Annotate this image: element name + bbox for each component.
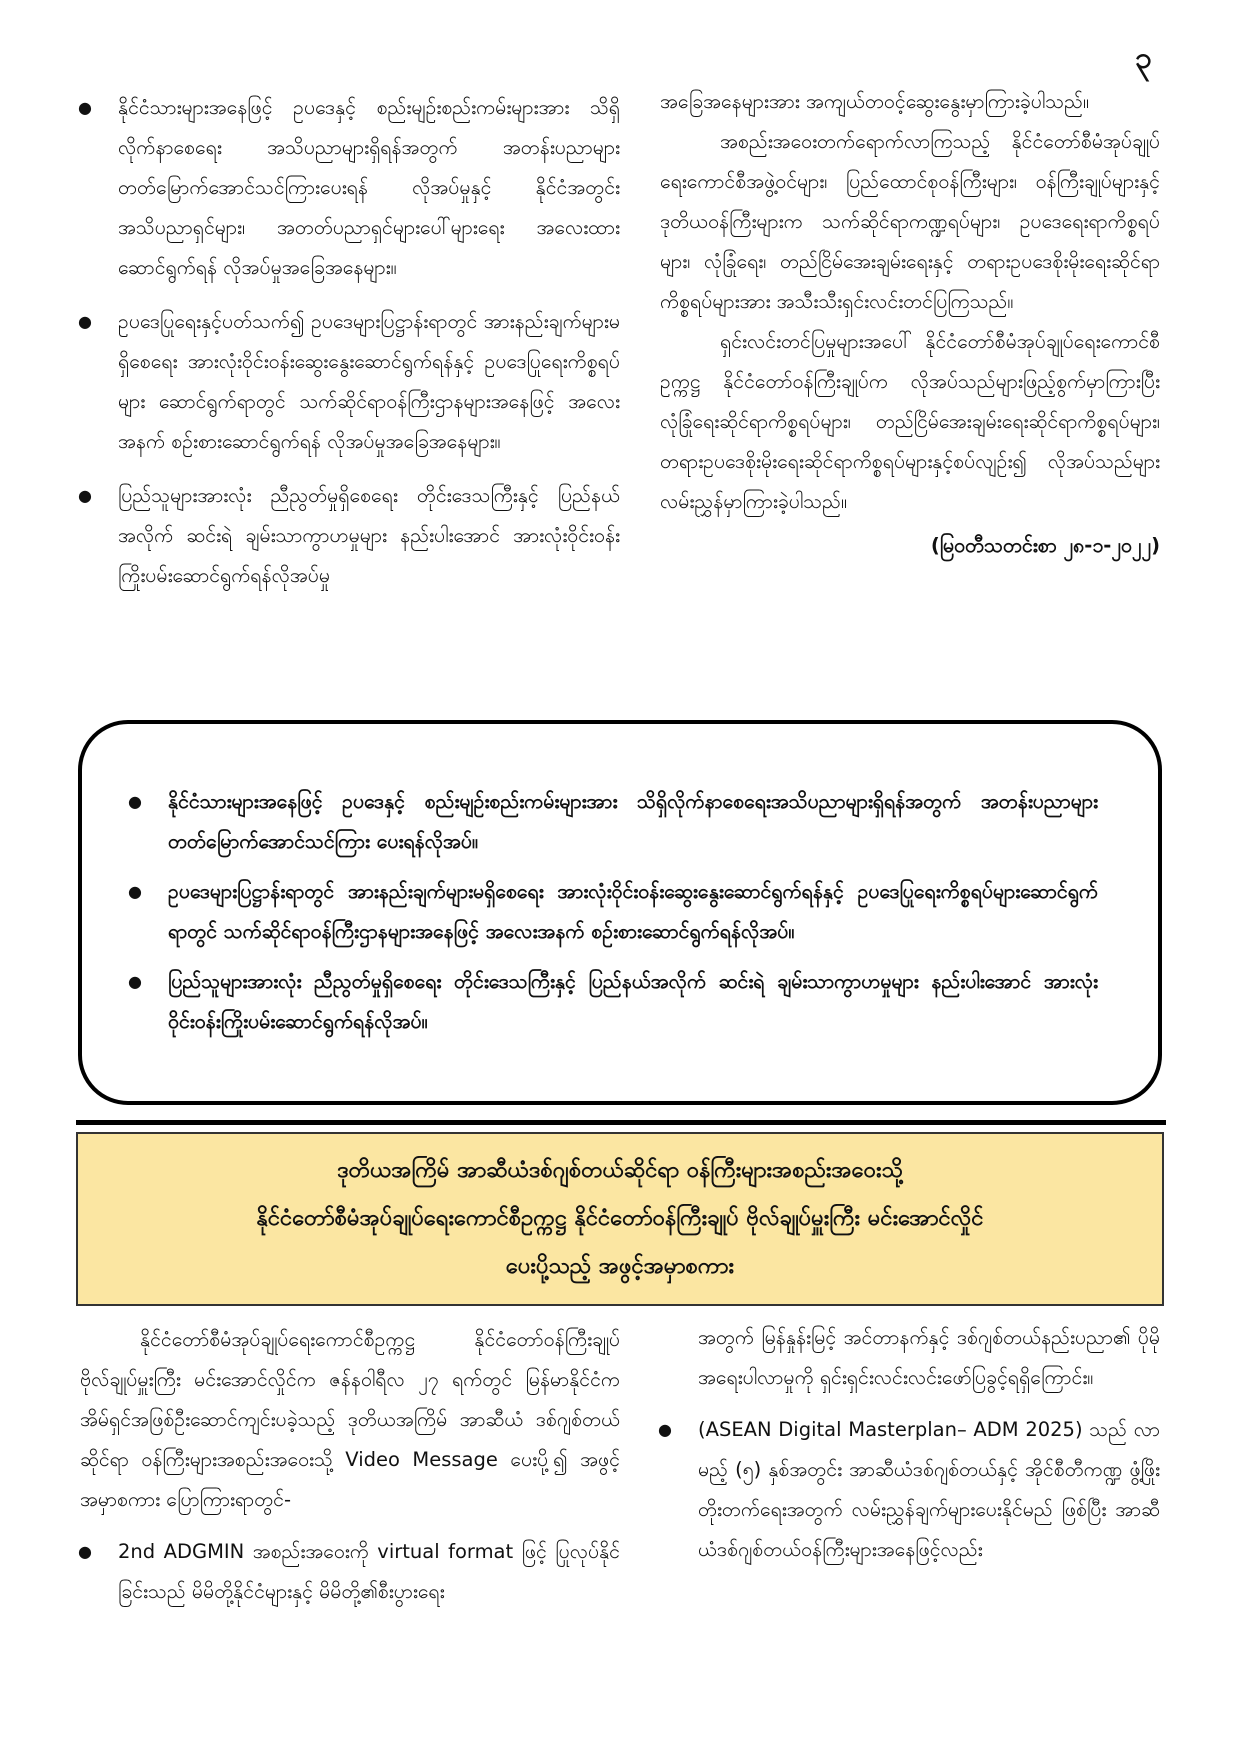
bottom-right-column	[660, 1318, 1160, 1570]
paragraph: ရှင်းလင်းတင်ပြမှုများအပေါ် နိုင်ငံတော်စီမံအုပ်ချုပ်ရေးကောင်စီဥက္ကဋ္ဌ နိုင်ငံတော်ဝန်ကြီးချုပ်က လိုအပ်သည်များဖြည့်စွက်မှာကြားပြီး လုံခြုံရေးဆိုင်ရာကိစ္စရပ်များ၊ တည်ငြိမ်အေးချမ်းရေးဆိုင်ရာကိစ္စရပ်များ၊ တရားဥပဒေစိုးမိုးရေးဆိုင်ရာကိစ္စရပ်များနှင့်စပ်လျဉ်း၍ လိုအပ်သည်များ လမ်းညွှန်မှာကြားခဲ့ပါသည်။	[660, 330, 1160, 513]
paragraph: နိုင်ငံတော်စီမံအုပ်ချုပ်ရေးကောင်စီဥက္ကဋ္ဌ နိုင်ငံတော်ဝန်ကြီးချုပ် ဗိုလ်ချုပ်မှူးကြီး မင်းအောင်လှိုင်က ဇန်နဝါရီလ ၂၇ ရက်တွင် မြန်မာနိုင်ငံက အိမ်ရှင်အဖြစ်ဦးဆောင်ကျင်းပခဲ့သည့် ဒုတိယအကြိမ် အာဆီယံ ဒစ်ဂျစ်တယ်ဆိုင်ရာ ဝန်ကြီးများအစည်းအဝေးသို့ Video Message ပေးပို့၍ အဖွင့်အမှာစကား ပြောကြားရာတွင်-	[80, 1328, 620, 1511]
list-item: ● ဥပဒေပြုရေးနှင့်ပတ်သက်၍ ဥပဒေများပြဋ္ဌာန်းရာတွင် အားနည်းချက်များမရှိစေရေး အားလုံးဝိုင်းဝန်းဆွေးနွေးဆောင်ရွက်ရန်နှင့် ဥပဒေပြုရေးကိစ္စရပ်များ ဆောင်ရွက်ရာတွင် သက်ဆိုင်ရာဝန်ကြီးဌာနများအနေဖြင့် အလေးအနက် စဉ်းစားဆောင်ရွက်ရန် လိုအပ်မှုအခြေအနေများ။	[80, 302, 620, 462]
bottom-left-bullet-list	[80, 1532, 620, 1612]
paragraph: အခြေအနေများအား အကျယ်တဝင့်ဆွေးနွေးမှာကြားခဲ့ပါသည်။	[660, 90, 1089, 113]
list-item: ● ဥပဒေများပြဋ္ဌာန်းရာတွင် အားနည်းချက်များမရှိစေရေး အားလုံးဝိုင်းဝန်းဆွေးနွေးဆောင်ရွက်ရန်နှင့် ဥပဒေပြုရေးကိစ္စရပ်များဆောင်ရွက်ရာတွင် သက်ဆိုင်ရာဝန်ကြီးဌာနများအနေဖြင့် အလေးအနက် စဉ်းစားဆောင်ရွက်ရန်လိုအပ်။	[130, 872, 1098, 952]
headline-line: ဒုတိယအကြိမ် အာဆီယံဒစ်ဂျစ်တယ်ဆိုင်ရာ ဝန်ကြီးများအစည်းအဝေးသို့	[337, 1158, 903, 1183]
left-bullet-list	[80, 88, 620, 596]
list-item: ● နိုင်ငံသားများအနေဖြင့် ဥပဒေနှင့် စည်းမျဉ်းစည်းကမ်းများအား သိရှိလိုက်နာစေရေး အသိပညာများရှိရန်အတွက် အတန်းပညာများ တတ်မြောက်အောင်သင်ကြားပေးရန် လိုအပ်မှုနှင့် နိုင်ငံအတွင်း အသိပညာရှင်များ၊ အတတ်ပညာရှင်များပေါ်များရေး အလေးထားဆောင်ရွက်ရန် လိုအပ်မှုအခြေအနေများ။	[80, 88, 620, 288]
list-item: ● 2nd ADGMIN အစည်းအဝေးကို virtual format ဖြင့် ပြုလုပ်နိုင်ခြင်းသည် မိမိတို့နိုင်ငံများနှင့် မိမိတို့၏စီးပွားရေး	[80, 1532, 620, 1612]
section-divider	[76, 1120, 1166, 1125]
list-item: ● (ASEAN Digital Masterplan– ADM 2025) သည် လာမည့် (၅) နှစ်အတွင်း အာဆီယံဒစ်ဂျစ်တယ်နှင့် အိုင်စီတီကဏ္ဍ ဖွံ့ဖြိုးတိုးတက်ရေးအတွက် လမ်းညွှန်ချက်များပေးနိုင်မည် ဖြစ်ပြီး အာဆီယံဒစ်ဂျစ်တယ်ဝန်ကြီးများအနေဖြင့်လည်း	[660, 1410, 1160, 1570]
summary-bullet-list	[82, 724, 1158, 1042]
news-source: (မြဝတီသတင်းစာ ၂၈-၁-၂၀၂၂)	[930, 534, 1160, 557]
bottom-right-bullet-list	[660, 1410, 1160, 1570]
left-column	[80, 88, 620, 610]
paragraph: အတွက် မြန်နှုန်းမြင့် အင်တာနက်နှင့် ဒစ်ဂျစ်တယ်နည်းပညာ၏ ပိုမိုအရေးပါလာမှုကို ရှင်းရှင်းလင်းလင်းဖော်ပြခွင့်ရရှိကြောင်း။	[698, 1326, 1160, 1389]
headline-line: ပေးပို့သည့် အဖွင့်အမှာစကား	[505, 1254, 735, 1279]
article-headline	[76, 1132, 1164, 1306]
page-number: ၃	[1135, 41, 1152, 76]
list-item: ● နိုင်ငံသားများအနေဖြင့် ဥပဒေနှင့် စည်းမျဉ်းစည်းကမ်းများအား သိရှိလိုက်နာစေရေးအသိပညာများရှိရန်အတွက် အတန်းပညာများ တတ်မြောက်အောင်သင်ကြား ပေးရန်လိုအပ်။	[130, 782, 1098, 862]
list-item: ● ပြည်သူများအားလုံး ညီညွတ်မှုရှိစေရေး တိုင်းဒေသကြီးနှင့် ပြည်နယ်အလိုက် ဆင်းရဲ ချမ်းသာကွာဟမှုများ နည်းပါးအောင် အားလုံးဝိုင်းဝန်းကြိုးပမ်းဆောင်ရွက်ရန်လိုအပ်။	[130, 962, 1098, 1042]
paragraph: အစည်းအဝေးတက်ရောက်လာကြသည့် နိုင်ငံတော်စီမံအုပ်ချုပ်ရေးကောင်စီအဖွဲ့ဝင်များ၊ ပြည်ထောင်စုဝန်ကြီးများ၊ ဝန်ကြီးချုပ်များနှင့် ဒုတိယဝန်ကြီးများက သက်ဆိုင်ရာကဏ္ဍရပ်များ၊ ဥပဒေရေးရာကိစ္စရပ်များ၊ လုံခြုံရေး၊ တည်ငြိမ်အေးချမ်းရေးနှင့် တရားဥပဒေစိုးမိုးရေးဆိုင်ရာကိစ္စရပ်များအား အသီးသီးရှင်းလင်းတင်ပြကြသည်။	[660, 130, 1160, 313]
right-column	[660, 82, 1160, 566]
headline-line: နိုင်ငံတော်စီမံအုပ်ချုပ်ရေးကောင်စီဥက္ကဋ္ဌ နိုင်ငံတော်ဝန်ကြီးချုပ် ဗိုလ်ချုပ်မှူးကြီး မင်းအောင်လှိုင်	[256, 1206, 984, 1231]
list-item: ● ပြည်သူများအားလုံး ညီညွတ်မှုရှိစေရေး တိုင်းဒေသကြီးနှင့် ပြည်နယ်အလိုက် ဆင်းရဲ ချမ်းသာကွာဟမှုများ နည်းပါးအောင် အားလုံးဝိုင်းဝန်းကြိုးပမ်းဆောင်ရွက်ရန်လိုအပ်မှု	[80, 476, 620, 596]
summary-box	[78, 720, 1162, 1105]
bottom-left-column	[80, 1320, 620, 1612]
